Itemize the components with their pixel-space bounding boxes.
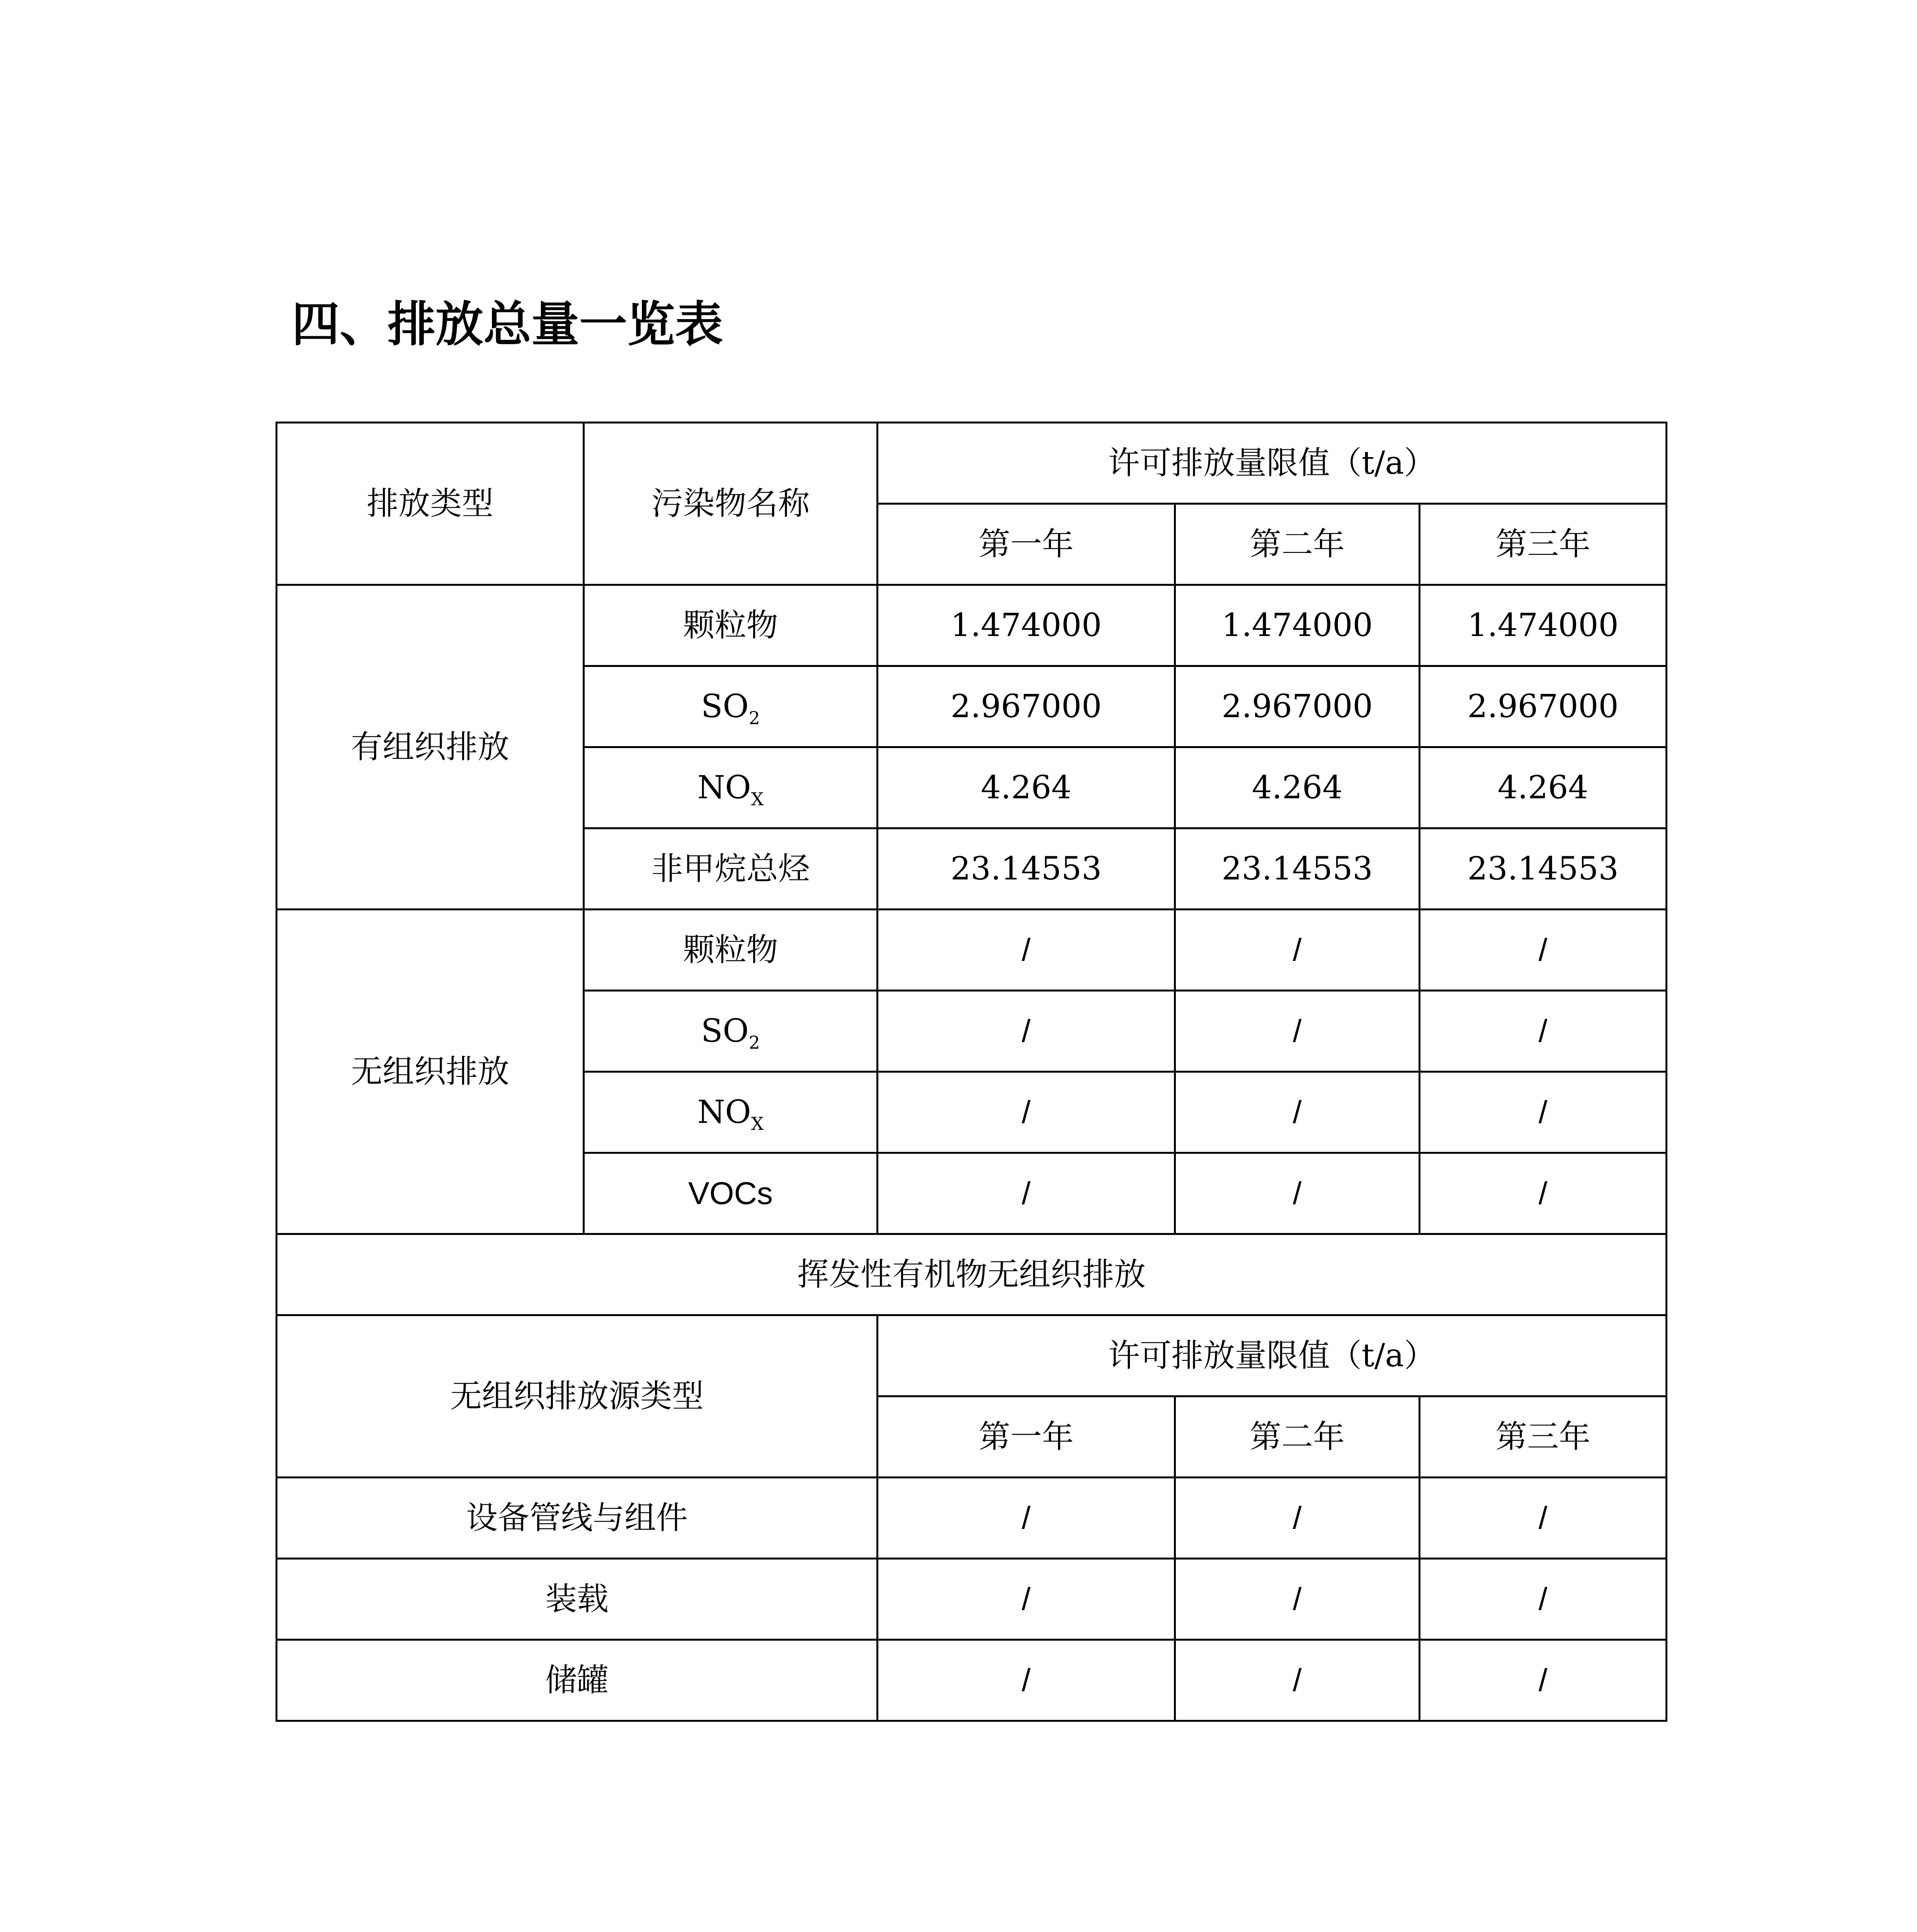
pollutant-name [584, 666, 878, 747]
table-header-row [277, 1315, 1667, 1396]
table-row [277, 1640, 1667, 1721]
pollutant-name [584, 1072, 878, 1153]
formula-base: NO [697, 1094, 751, 1131]
header-permit-limit: 许可排放量限值（t/a） [878, 423, 1667, 504]
header-year-1: 第一年 [878, 504, 1175, 585]
value-cell: / [1175, 1072, 1420, 1153]
formula-base: SO [701, 688, 749, 725]
value-cell: / [878, 1153, 1175, 1234]
value-cell: / [878, 991, 1175, 1072]
value-cell: 23.14553 [1420, 828, 1667, 910]
group-label-organized: 有组织排放 [277, 585, 584, 910]
value-cell: 1.474000 [1420, 585, 1667, 666]
header-pollutant-name: 污染物名称 [584, 423, 878, 585]
pollutant-name: VOCs [584, 1153, 878, 1234]
value-cell: / [878, 910, 1175, 991]
header-year-2: 第二年 [1175, 1396, 1420, 1478]
value-cell: 2.967000 [1420, 666, 1667, 747]
emission-total-table [276, 422, 1667, 1722]
value-cell: / [878, 1640, 1175, 1721]
value-cell: / [1420, 991, 1667, 1072]
value-cell: / [1420, 1640, 1667, 1721]
value-cell: / [1175, 1559, 1420, 1640]
value-cell: / [1420, 1153, 1667, 1234]
section-title: 挥发性有机物无组织排放 [277, 1234, 1667, 1315]
source-name: 装载 [277, 1559, 878, 1640]
group-label-fugitive: 无组织排放 [277, 910, 584, 1234]
value-cell: / [1175, 991, 1420, 1072]
header-source-type: 无组织排放源类型 [277, 1315, 878, 1478]
header-year-2: 第二年 [1175, 504, 1420, 585]
value-cell: / [1175, 910, 1420, 991]
formula-subscript: X [751, 788, 764, 810]
formula-base: SO [701, 1012, 749, 1049]
value-cell: / [1420, 1478, 1667, 1559]
value-cell: 1.474000 [1175, 585, 1420, 666]
table-header-row [277, 423, 1667, 504]
formula-subscript: 2 [748, 1032, 760, 1053]
header-emission-type: 排放类型 [277, 423, 584, 585]
header-year-3: 第三年 [1420, 1396, 1667, 1478]
header-year-3: 第三年 [1420, 504, 1667, 585]
value-cell: 2.967000 [1175, 666, 1420, 747]
value-cell: / [1420, 910, 1667, 991]
source-name: 设备管线与组件 [277, 1478, 878, 1559]
formula-base: NO [697, 769, 751, 806]
formula-subscript: X [751, 1113, 764, 1134]
pollutant-name [584, 747, 878, 828]
value-cell: 1.474000 [878, 585, 1175, 666]
header-year-1: 第一年 [878, 1396, 1175, 1478]
value-cell: / [1175, 1153, 1420, 1234]
pollutant-name: 非甲烷总烃 [584, 828, 878, 910]
value-cell: / [878, 1478, 1175, 1559]
pollutant-name: 颗粒物 [584, 910, 878, 991]
header-permit-limit: 许可排放量限值（t/a） [878, 1315, 1667, 1396]
value-cell: / [1420, 1072, 1667, 1153]
value-cell: 23.14553 [1175, 828, 1420, 910]
value-cell: 4.264 [1175, 747, 1420, 828]
value-cell: 23.14553 [878, 828, 1175, 910]
table-row [277, 1478, 1667, 1559]
value-cell: 4.264 [1420, 747, 1667, 828]
table-row [277, 585, 1667, 666]
source-name: 储罐 [277, 1640, 878, 1721]
page-title: 四、排放总量一览表 [292, 297, 723, 352]
table-row [277, 1559, 1667, 1640]
pollutant-name [584, 991, 878, 1072]
value-cell: / [878, 1072, 1175, 1153]
value-cell: 4.264 [878, 747, 1175, 828]
pollutant-name: 颗粒物 [584, 585, 878, 666]
value-cell: / [878, 1559, 1175, 1640]
formula-subscript: 2 [748, 707, 760, 728]
value-cell: / [1175, 1640, 1420, 1721]
value-cell: 2.967000 [878, 666, 1175, 747]
value-cell: / [1175, 1478, 1420, 1559]
section-title-row [277, 1234, 1667, 1315]
table-row [277, 910, 1667, 991]
value-cell: / [1420, 1559, 1667, 1640]
